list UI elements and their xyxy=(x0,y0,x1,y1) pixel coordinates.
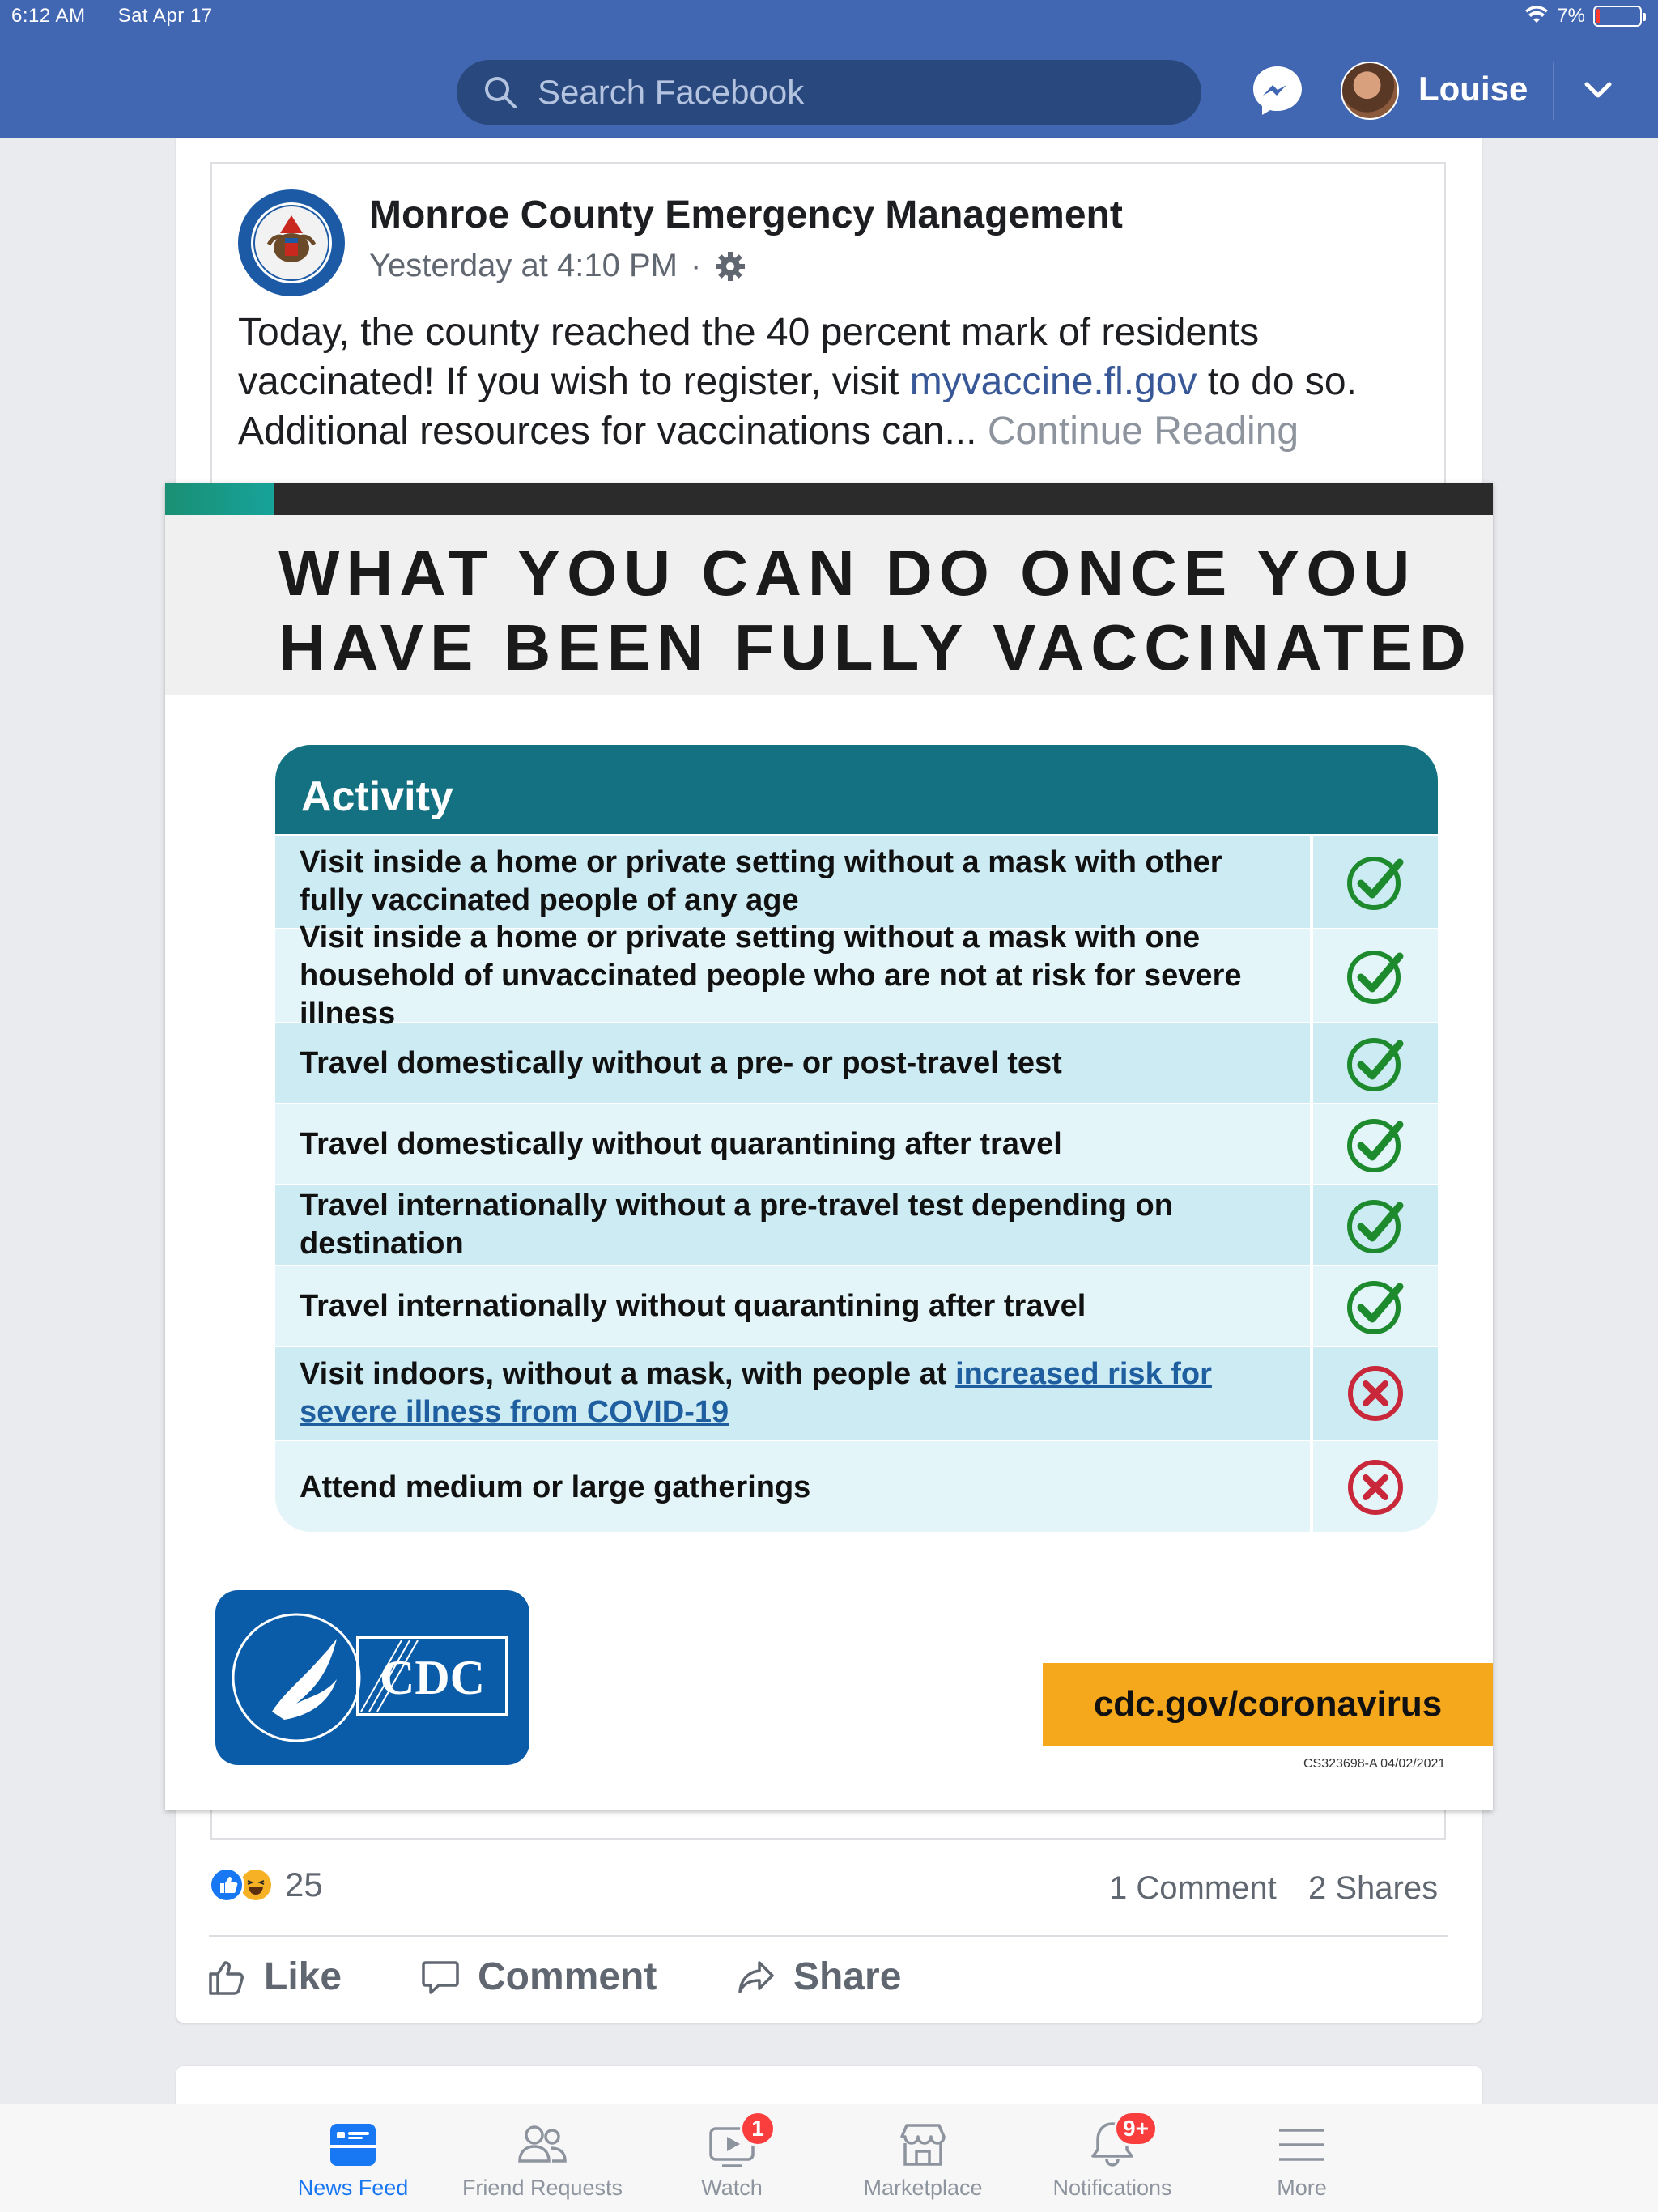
share-arrow-icon xyxy=(735,1956,777,1998)
cdc-logo-text: CDC xyxy=(380,1651,485,1704)
tab-label-watch: Watch xyxy=(701,2176,763,2200)
activity-text: Attend medium or large gatherings xyxy=(300,1470,811,1504)
battery-percent: 7% xyxy=(1557,5,1585,27)
check-mark-icon xyxy=(1313,929,1438,1022)
check-mark-icon xyxy=(1313,1023,1438,1103)
menu-icon xyxy=(1274,2117,1329,2172)
like-reaction-icon xyxy=(209,1867,244,1903)
bottom-tab-bar xyxy=(0,2104,1658,2212)
activity-label xyxy=(275,1104,1313,1184)
like-label: Like xyxy=(264,1955,342,1998)
activity-row xyxy=(275,1346,1438,1440)
tab-label-news-feed: News Feed xyxy=(297,2176,409,2200)
tab-more[interactable] xyxy=(1213,2117,1391,2201)
cdc-infographic[interactable] xyxy=(165,483,1493,1810)
activity-row xyxy=(275,1184,1438,1265)
increased-risk-link[interactable]: increased risk for severe illness from COVID-19 xyxy=(300,1357,1212,1429)
poster-top-bar xyxy=(165,483,1493,515)
battery-icon xyxy=(1593,6,1642,27)
top-navigation-bar xyxy=(0,0,1658,138)
activity-label xyxy=(275,920,1313,1031)
activity-table xyxy=(275,745,1438,1532)
tab-notifications[interactable] xyxy=(1023,2117,1201,2201)
activity-label xyxy=(275,1266,1313,1346)
marketplace-icon xyxy=(895,2117,950,2172)
activity-label xyxy=(275,1023,1313,1103)
activity-text: Visit inside a home or private setting without a mask with one household of unvaccinated people who are not at risk for severe illness xyxy=(300,920,1242,1031)
poster-title xyxy=(278,536,1473,685)
post-text-start: Today, the county reached the 40 percent mark of residents vaccinated! If you wish to register, visit xyxy=(238,311,1260,403)
status-bar-right xyxy=(1524,5,1642,28)
table-rows xyxy=(275,834,1438,1532)
activity-row xyxy=(275,1265,1438,1346)
search-bar[interactable] xyxy=(457,60,1201,125)
comment-label: Comment xyxy=(478,1955,657,1998)
check-mark-icon xyxy=(1313,1104,1438,1184)
friends-icon xyxy=(515,2117,570,2172)
search-icon xyxy=(483,74,518,110)
post-timestamp xyxy=(369,248,746,284)
activity-text: Travel domestically without a pre- or post-travel test xyxy=(300,1045,1062,1080)
share-button[interactable] xyxy=(735,1955,901,1999)
tab-marketplace[interactable] xyxy=(834,2117,1012,2201)
reaction-summary[interactable] xyxy=(209,1865,323,1904)
activity-text: Travel domestically without quarantining after travel xyxy=(300,1126,1062,1161)
post-time-text[interactable]: Yesterday at 4:10 PM xyxy=(369,248,678,283)
battery-level xyxy=(1596,9,1600,23)
activity-label xyxy=(275,1185,1313,1265)
gear-icon[interactable] xyxy=(714,250,746,283)
dot-separator: · xyxy=(690,248,702,283)
check-mark-icon xyxy=(1313,1185,1438,1265)
continue-reading-link[interactable]: Continue Reading xyxy=(987,410,1299,453)
activity-text: Travel internationally without a pre-travel test depending on destination xyxy=(300,1189,1173,1261)
tab-label-notifications: Notifications xyxy=(1052,2176,1172,2200)
activity-text: Visit indoors, without a mask, with people at xyxy=(300,1357,956,1391)
post-author[interactable]: Monroe County Emergency Management xyxy=(369,194,1123,236)
activity-label xyxy=(275,836,1313,928)
status-bar-left xyxy=(11,5,213,28)
reaction-count: 25 xyxy=(285,1865,323,1904)
tab-friend-requests[interactable] xyxy=(453,2117,631,2201)
share-label: Share xyxy=(793,1955,902,1998)
activity-label xyxy=(275,1347,1313,1440)
activity-text: Visit inside a home or private setting without a mask with other fully vaccinated people of any age xyxy=(300,845,1222,917)
wifi-icon xyxy=(1524,6,1549,26)
comment-icon xyxy=(419,1956,461,1998)
cdc-url-banner: cdc.gov/coronavirus xyxy=(1043,1663,1493,1746)
news-feed-icon xyxy=(325,2117,380,2172)
activity-text: Travel internationally without quarantining after travel xyxy=(300,1288,1086,1323)
shares-count[interactable]: 2 Shares xyxy=(1308,1870,1439,1906)
vaccine-link[interactable]: myvaccine.fl.gov xyxy=(909,360,1197,403)
watch-badge: 1 xyxy=(740,2111,776,2146)
activity-row xyxy=(275,1103,1438,1184)
hhs-eagle-icon xyxy=(215,1590,529,1765)
poster-title-line2: HAVE BEEN FULLY VACCINATED xyxy=(278,611,1473,683)
activity-row xyxy=(275,1022,1438,1103)
tab-label-more: More xyxy=(1277,2176,1327,2200)
activity-row xyxy=(275,920,1438,1031)
tab-label-friend-requests: Friend Requests xyxy=(461,2176,623,2200)
actions-divider xyxy=(209,1935,1448,1937)
county-seal-avatar[interactable] xyxy=(236,188,346,298)
poster-accent xyxy=(165,483,274,515)
activity-label xyxy=(275,1441,1313,1532)
poster-title-line1: WHAT YOU CAN DO ONCE YOU xyxy=(278,537,1417,609)
tab-watch[interactable] xyxy=(643,2117,821,2201)
messenger-icon[interactable] xyxy=(1250,63,1305,118)
tab-news-feed[interactable] xyxy=(264,2117,442,2201)
thumbs-up-icon xyxy=(206,1956,248,1998)
document-code: CS323698-A 04/02/2021 xyxy=(1303,1757,1446,1771)
post-body xyxy=(238,308,1436,456)
comments-count[interactable]: 1 Comment xyxy=(1109,1870,1277,1906)
table-header: Activity xyxy=(275,745,1438,834)
activity-row xyxy=(275,834,1438,928)
status-time: 6:12 AM xyxy=(11,5,86,27)
post-text-end: to do so. Additional resources for vaccinations can... xyxy=(238,360,1357,453)
x-mark-icon xyxy=(1313,1441,1438,1532)
like-button[interactable] xyxy=(206,1955,342,1999)
profile-name[interactable]: Louise xyxy=(1418,70,1528,108)
search-input[interactable] xyxy=(538,73,1169,112)
tab-label-marketplace: Marketplace xyxy=(863,2176,983,2200)
profile-avatar[interactable] xyxy=(1341,62,1399,120)
activity-text-group xyxy=(300,1355,1292,1431)
header-divider xyxy=(1553,62,1554,120)
cdc-logo xyxy=(215,1590,529,1765)
notifications-badge: 9+ xyxy=(1114,2111,1158,2146)
check-mark-icon xyxy=(1313,836,1438,928)
check-mark-icon xyxy=(1313,1266,1438,1346)
status-date: Sat Apr 17 xyxy=(117,5,213,27)
chevron-down-icon[interactable] xyxy=(1580,74,1616,107)
activity-row xyxy=(275,1440,1438,1532)
x-mark-icon xyxy=(1313,1347,1438,1440)
comment-button[interactable] xyxy=(419,1955,657,1999)
